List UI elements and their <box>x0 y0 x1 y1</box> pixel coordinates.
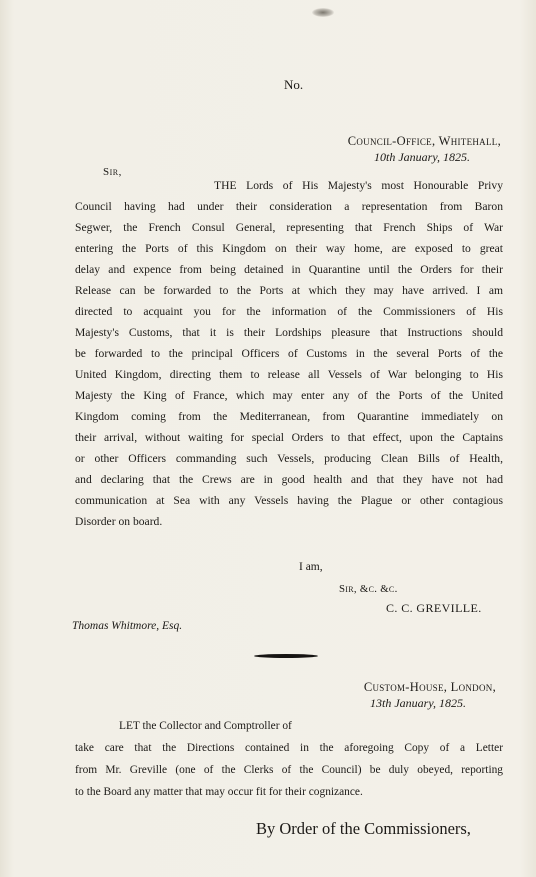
letter-line: THE Lords of His Majesty's most Honourable Privy <box>214 179 503 192</box>
letter-line: Release can be forwarded to the Ports at which they may have arrived. I am <box>75 284 503 297</box>
letter-line: communication at Sea with any Vessels having the Plague or other contagious <box>75 494 503 507</box>
letter-line: entering the Ports of this Kingdom on their way home, are exposed to great <box>75 242 503 255</box>
number-label: No. <box>284 77 304 92</box>
custom-house-heading: Custom-House, London, <box>363 680 496 694</box>
order-line: LET the Collector and Comptroller of <box>119 720 292 732</box>
order-line: take care that the Directions contained in the aforegoing Copy of a Letter <box>75 742 503 754</box>
section-divider <box>254 654 318 658</box>
letter-line: Majesty's Customs, that it is their Lordships pleasure that Instructions should <box>75 326 503 339</box>
order-line: from Mr. Greville (one of the Clerks of the Council) be duly obeyed, reporting <box>75 764 503 776</box>
letter-line: Majesty the King of France, which may enter any of the Ports of the United <box>75 389 503 402</box>
letter-line: Council having had under their consideration a representation from Baron <box>75 200 503 213</box>
letter-line: Segwer, the French Consul General, representing that French Ships of War <box>75 221 503 234</box>
addressee: Thomas Whitmore, Esq. <box>72 620 183 632</box>
closing-salutation: Sir, &c. &c. <box>339 583 398 595</box>
letter-line: delay and expence from being detained in Quarantine until the Orders for their <box>75 263 503 276</box>
signature: C. C. GREVILLE. <box>386 601 482 615</box>
letter-line: be forwarded to the principal Officers of Customs in the several Ports of the <box>75 347 503 360</box>
order-date: 13th January, 1825. <box>370 696 466 710</box>
letter-date: 10th January, 1825. <box>374 150 470 164</box>
council-office-heading: Council-Office, Whitehall, <box>347 134 501 148</box>
letter-line: Disorder on board. <box>75 515 163 528</box>
closing: I am, <box>299 561 323 573</box>
order-line: to the Board any matter that may occur fit for their cognizance. <box>75 786 363 798</box>
order-footer: By Order of the Commissioners, <box>256 819 471 838</box>
letter-line: their arrival, without waiting for special Orders to that effect, upon the Captains <box>75 431 503 444</box>
salutation: Sir, <box>103 166 122 178</box>
letter-line: Kingdom coming from the Mediterranean, from Quarantine immediately on <box>75 410 503 423</box>
letter-line: and declaring that the Crews are in good health and that they have not had <box>75 473 503 486</box>
letter-line: or other Officers commanding such Vessels, producing Clean Bills of Health, <box>75 452 503 465</box>
ink-smudge <box>312 8 334 17</box>
letter-line: United Kingdom, directing them to release all Vessels of War belonging to His <box>75 368 503 381</box>
letter-line: directed to acquaint you for the information of the Commissioners of His <box>75 305 503 318</box>
